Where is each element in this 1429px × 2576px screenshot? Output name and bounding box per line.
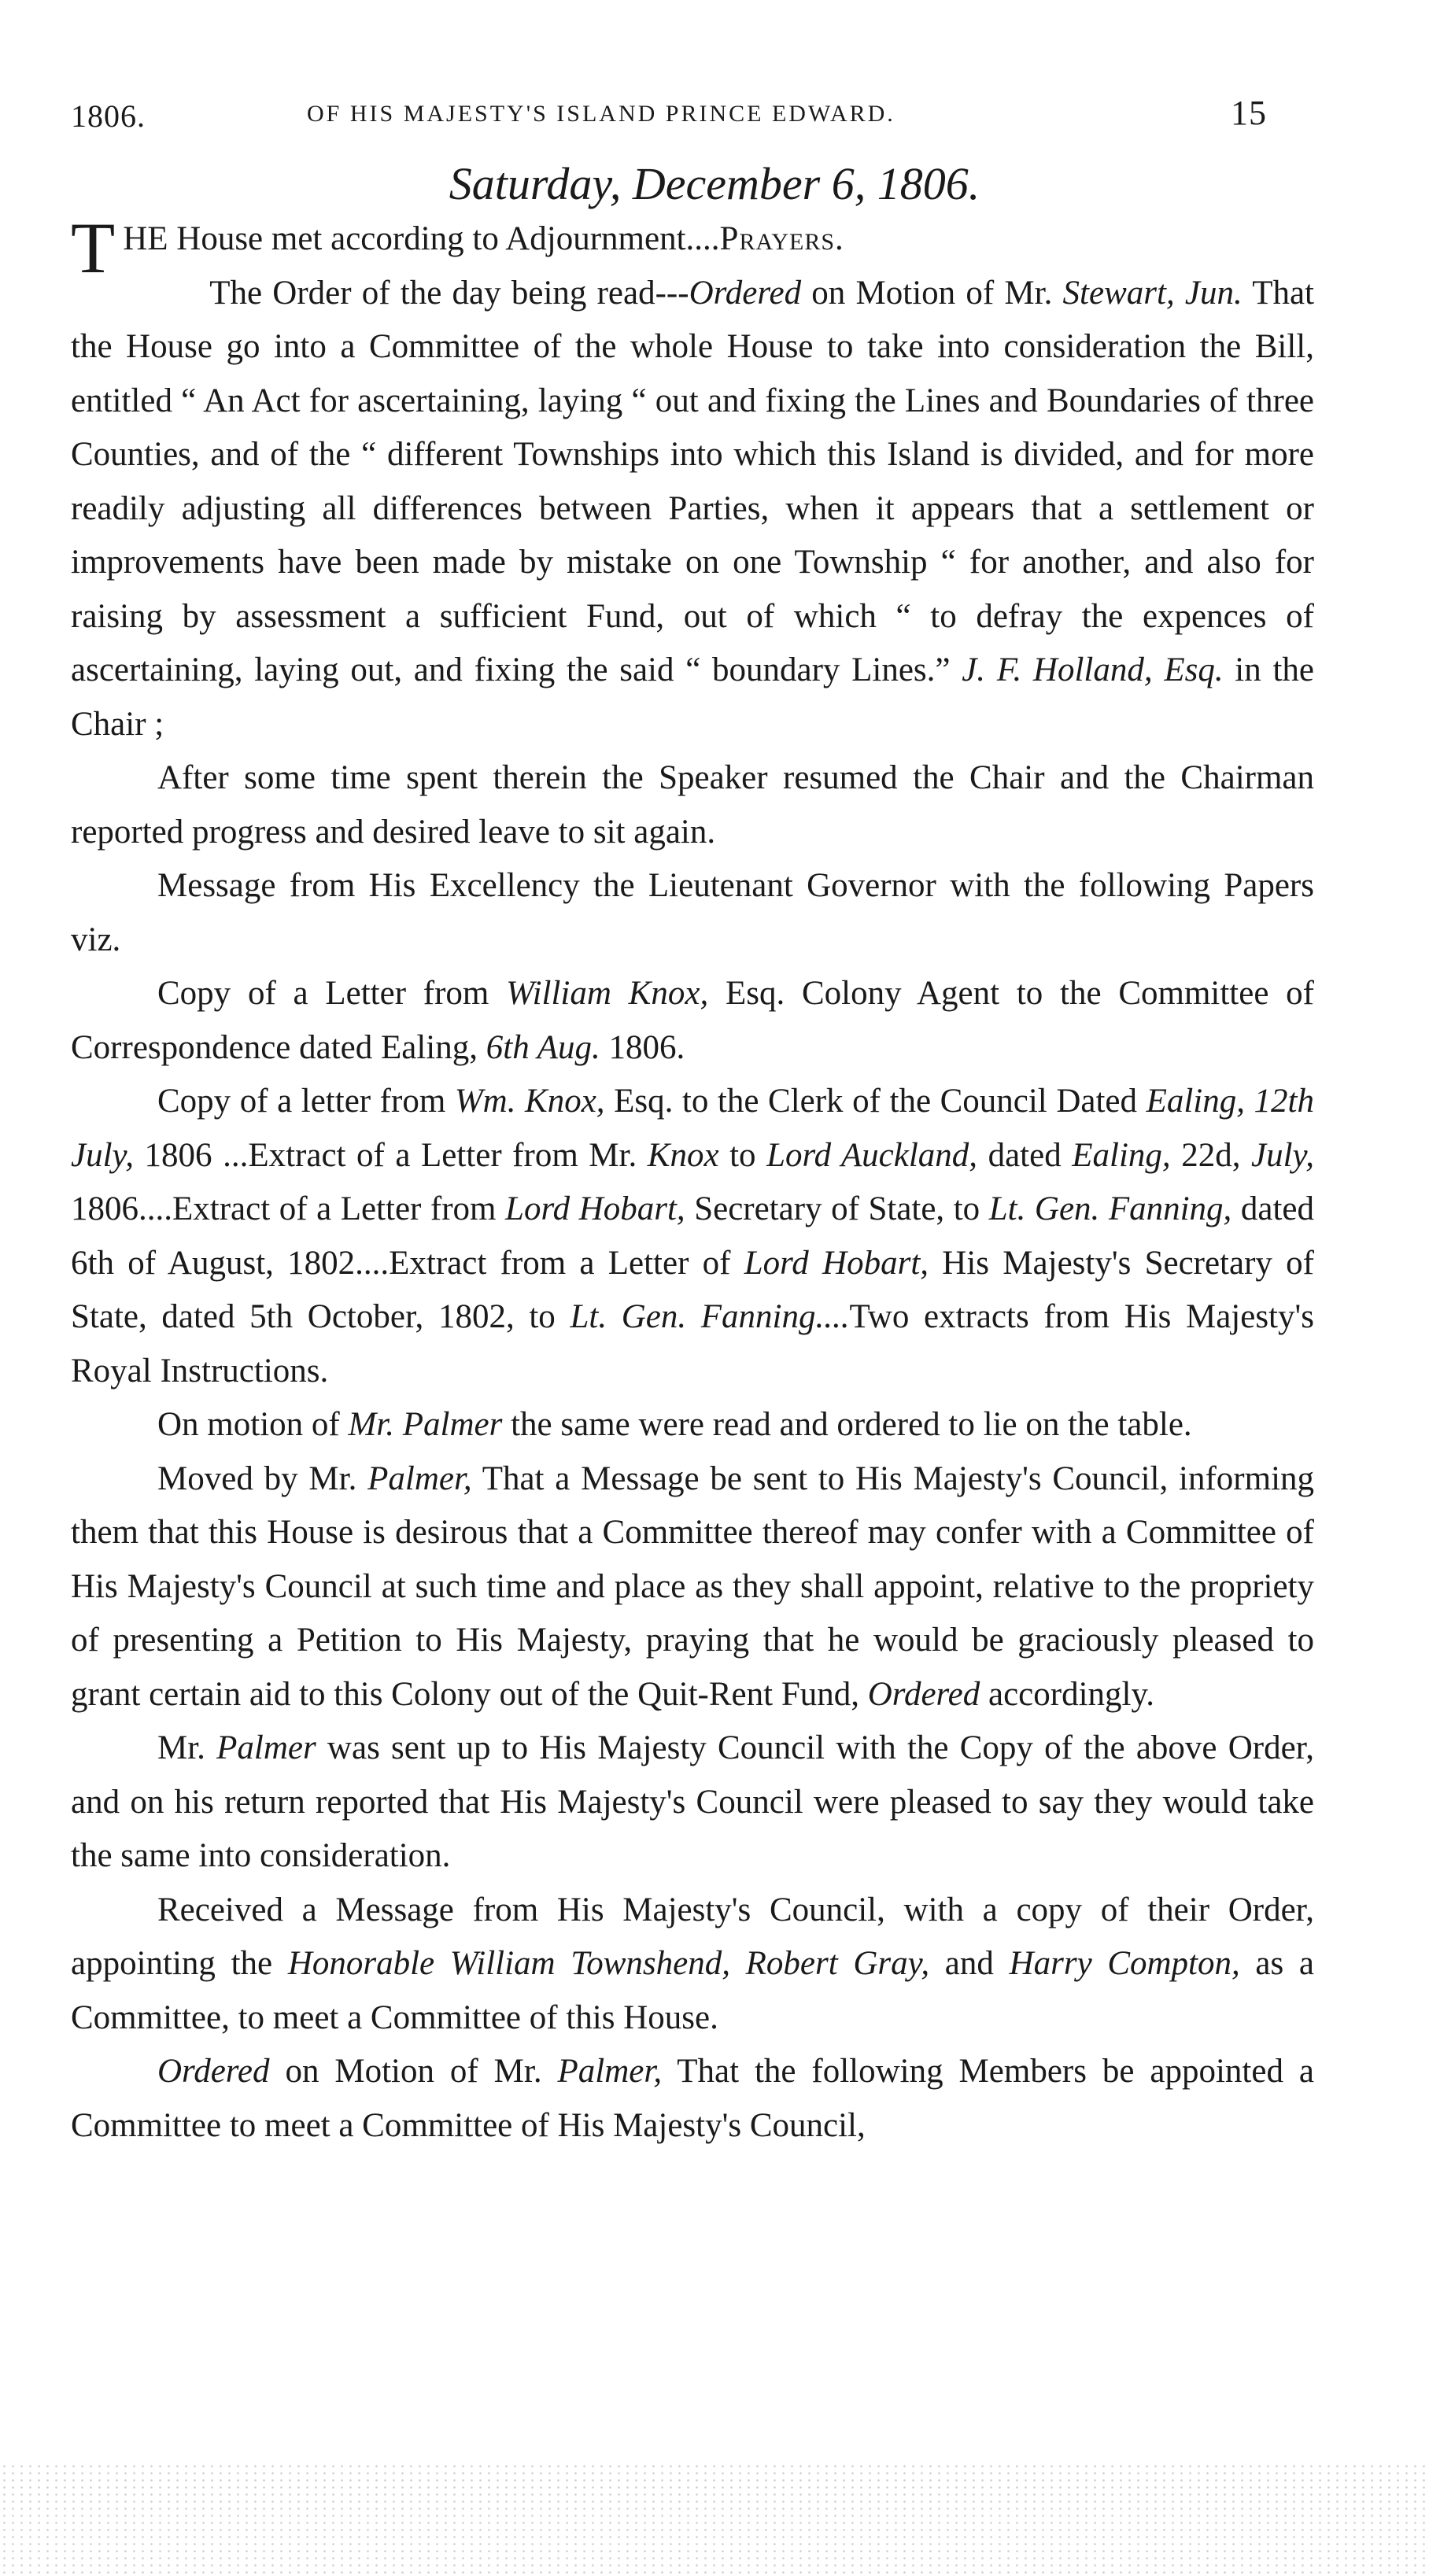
p6-fanning1: Lt. Gen. Fanning,	[988, 1190, 1232, 1227]
p8-palmer: Palmer,	[367, 1460, 472, 1497]
p1-prayers: Prayers.	[719, 220, 844, 257]
p6-wmknox: Wm. Knox,	[454, 1083, 605, 1120]
p11-b: That the following Members be appointed a Committee to meet a Committee of His Majesty's Council,	[71, 2053, 1314, 2144]
p5-c: 1806.	[600, 1028, 685, 1066]
p9-b: was sent up to His Majesty Council with the Copy of the above Order, and on his return reported that His Majesty's Council were pleased to say they would take the same into consideration.	[71, 1729, 1315, 1874]
p2-d: in the Chair ;	[71, 651, 1314, 743]
p6-k: Two extracts from His Majesty's Royal Instructions.	[71, 1298, 1314, 1389]
p1-text: HE House met according to Adjournment....	[123, 220, 720, 257]
header-year: 1806.	[71, 98, 146, 134]
paragraph-letters-extracts	[71, 1075, 1314, 1398]
p6-ealing1: Ealing, 12th July,	[71, 1083, 1314, 1174]
p2-c: That the House go into a Committee of the whole House to take into consideration the Bill, entitled “ An Act for ascertaining, laying “ out and fixing the Lines and Boundaries of three Counties, and of the “ different Townships into which this Island is divided, and for more readily adjusting all differences between Parties, when it appears that a settlement or improvements have been made by mistake on one Township “ for another, and also for raising by assessment a sufficient Fund, out of which “ to defray the expences of ascertaining, laying out, and fixing the said “ boundary Lines.”	[71, 274, 1314, 688]
header-title: OF HIS MAJESTY'S ISLAND PRINCE EDWARD.	[307, 101, 895, 127]
p10-b: and	[929, 1945, 1010, 1982]
p6-auckland: Lord Auckland,	[766, 1136, 978, 1174]
paragraph-speaker-resumed: After some time spent therein the Speaker resumed the Chair and the Chairman reported progress and desired leave to sit again.	[71, 759, 1314, 851]
paragraph-moved-message-council	[71, 1452, 1314, 1722]
session-date-heading: Saturday, December 6, 1806.	[449, 158, 980, 209]
paragraph-motion-palmer-read	[71, 1398, 1314, 1452]
p6-hobart1: Lord Hobart,	[505, 1190, 685, 1227]
p5-date: 6th Aug.	[486, 1028, 600, 1066]
paragraph-palmer-sent-up	[71, 1722, 1314, 1884]
p11-ordered: Ordered	[157, 2053, 270, 2090]
running-header	[71, 93, 1267, 140]
p6-hobart2: Lord Hobart,	[744, 1244, 929, 1282]
p8-ordered: Ordered	[867, 1675, 980, 1713]
p6-e: dated	[977, 1136, 1073, 1174]
p7-palmer: Mr. Palmer	[348, 1406, 503, 1443]
p2-holland: J. F. Holland, Esq.	[962, 651, 1224, 688]
paragraph-knox-letter	[71, 967, 1314, 1075]
p6-c: 1806 ...Extract of a Letter from Mr.	[134, 1136, 648, 1174]
p2-ordered: Ordered	[689, 274, 802, 312]
scan-noise	[0, 2463, 1429, 2576]
paragraph-council-committee	[71, 1884, 1314, 2046]
paragraph-message-governor: Message from His Excellency the Lieutenant Governor with the following Papers viz.	[71, 867, 1314, 958]
p2-b: on Motion of Mr.	[801, 274, 1063, 312]
p6-j: His Majesty's Secretary of State, dated 5th October, 1802, to	[71, 1244, 1314, 1335]
paragraph-order-of-day	[71, 267, 1314, 752]
p10-harry: Harry Compton,	[1009, 1945, 1240, 1982]
p10-c: as a Committee, to meet a Committee of this House.	[71, 1945, 1315, 2036]
p5-knox: William Knox,	[506, 975, 709, 1012]
p8-a: Moved by Mr.	[157, 1460, 368, 1497]
page-number: 15	[1231, 94, 1267, 132]
p11-palmer: Palmer,	[557, 2053, 663, 2090]
p6-g: 1806....Extract of a Letter from	[71, 1190, 506, 1227]
p2-a: The Order of the day being read---	[209, 274, 689, 312]
p6-h: Secretary of State, to	[685, 1190, 989, 1227]
p8-b: That a Message be sent to His Majesty's Council, informing them that this House is desirous that a Committee thereof may confer with a Committee of His Majesty's Council at such time and place as they shall appoint, relative to the propriety of presenting a Petition to His Majesty, praying that he would be graciously pleased to grant certain aid to this Colony out of the Quit-Rent Fund,	[71, 1460, 1315, 1713]
p7-a: On motion of	[157, 1406, 349, 1443]
p6-b: Esq. to the Clerk of the Council Dated	[604, 1083, 1147, 1120]
p8-c: accordingly.	[980, 1675, 1154, 1713]
drop-cap: T	[71, 208, 116, 288]
p6-d: to	[718, 1136, 767, 1174]
p6-a: Copy of a letter from	[157, 1083, 455, 1120]
p2-stewart: Stewart, Jun.	[1062, 274, 1243, 312]
p5-a: Copy of a Letter from	[157, 975, 507, 1012]
p6-i: dated 6th of August, 1802....Extract from a Letter of	[71, 1190, 1314, 1282]
p6-f: 22d,	[1170, 1136, 1251, 1174]
p6-fanning2: Lt. Gen. Fanning....	[570, 1298, 850, 1335]
p9-palmer: Palmer	[216, 1729, 316, 1766]
journal-body	[71, 208, 1315, 2153]
p7-b: the same were read and ordered to lie on the table.	[502, 1406, 1192, 1443]
p11-a: on Motion of Mr.	[269, 2053, 558, 2090]
p6-july: July,	[1251, 1136, 1314, 1174]
p10-a: Received a Message from His Majesty's Council, with a copy of their Order, appointing the	[71, 1891, 1314, 1982]
paragraph-adjournment	[71, 208, 1314, 288]
p10-names: Honorable William Townshend, Robert Gray,	[287, 1945, 930, 1982]
p5-b: Esq. Colony Agent to the Committee of Correspondence dated Ealing,	[71, 975, 1314, 1066]
p6-ealing2: Ealing,	[1072, 1136, 1171, 1174]
p6-knox2: Knox	[647, 1136, 719, 1174]
p9-a: Mr.	[157, 1729, 217, 1766]
paragraph-appoint-committee	[71, 2045, 1314, 2153]
